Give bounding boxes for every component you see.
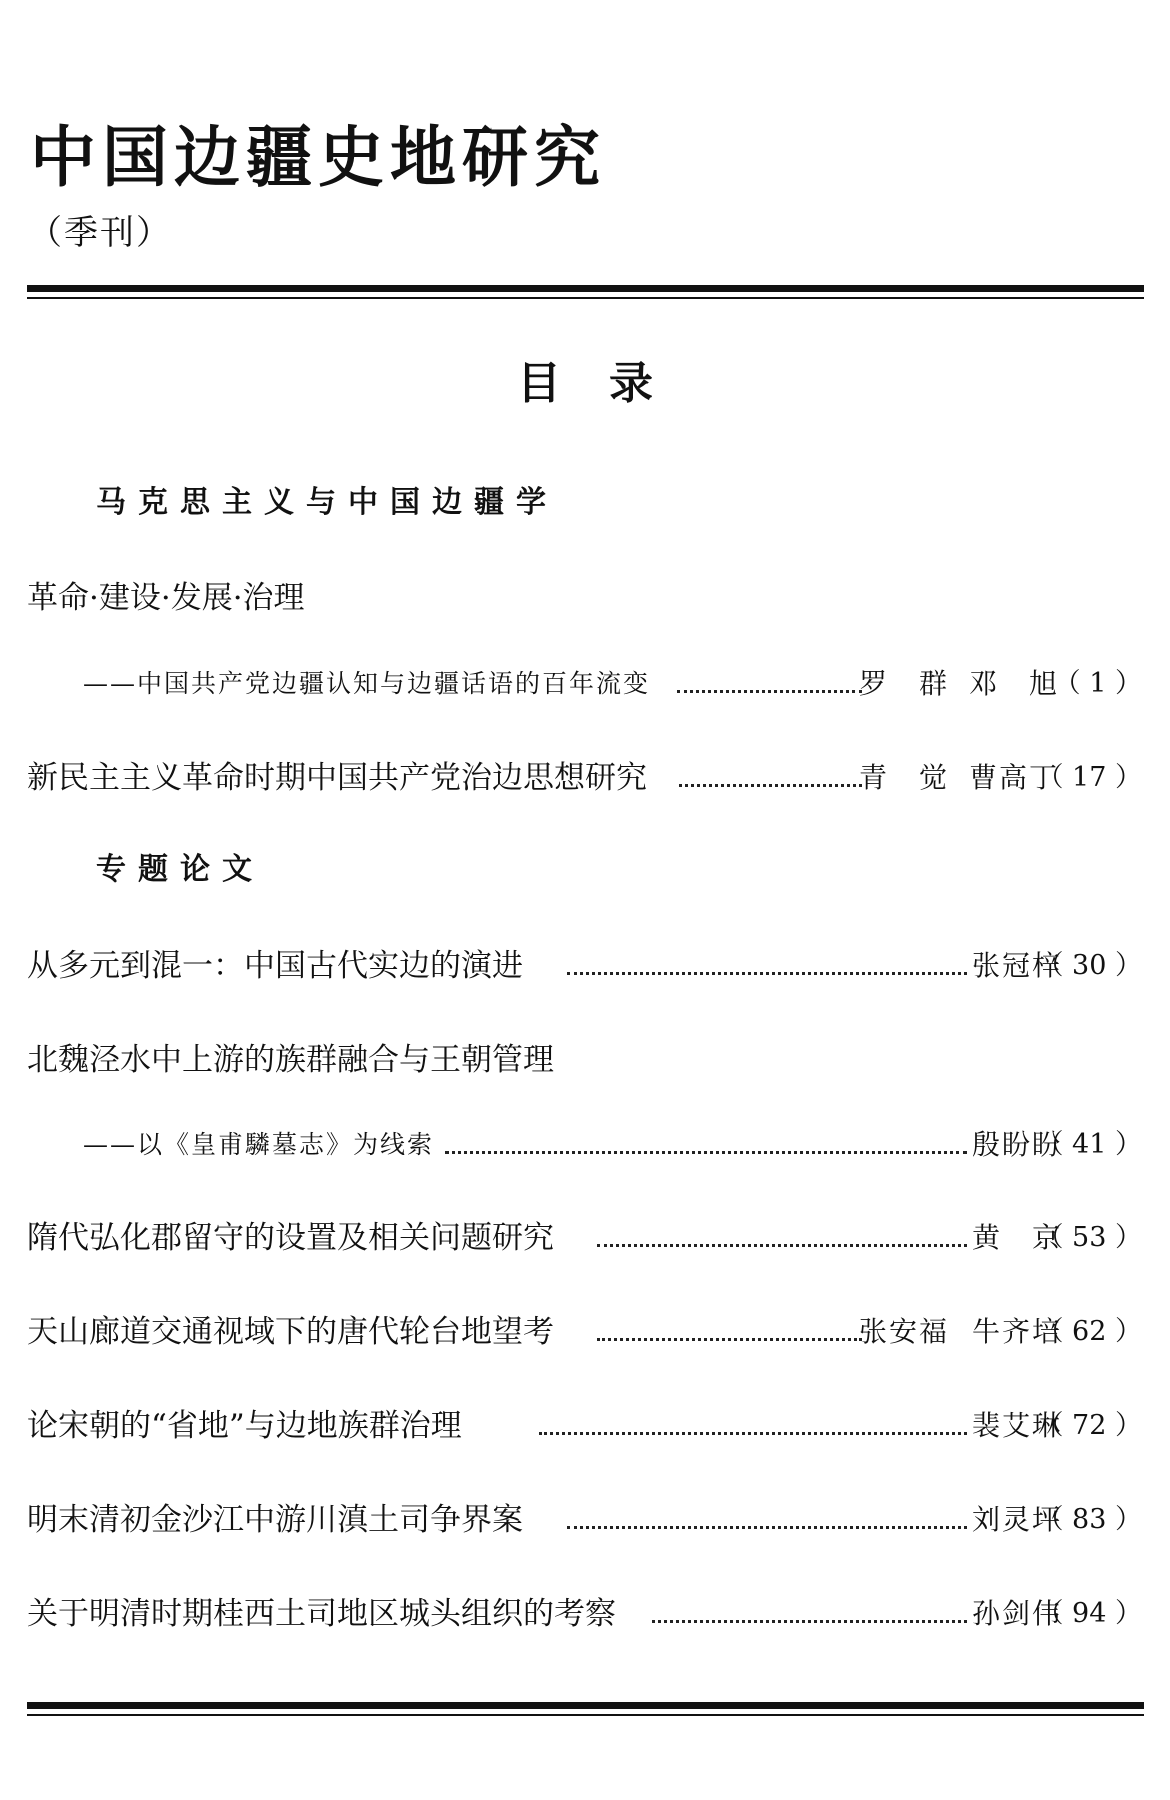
toc-entry[interactable] xyxy=(27,1496,1142,1544)
entry-page: （ 83 ） xyxy=(1036,1504,1142,1535)
entry-subtitle: ——以《皇甫驎墓志》为线索 xyxy=(83,1130,435,1159)
toc-entry[interactable] xyxy=(27,754,1142,802)
entry-title: 从多元到混一：中国古代实边的演进 xyxy=(27,948,523,984)
dot-leader xyxy=(567,972,967,975)
journal-frequency: （季刊） xyxy=(28,213,172,253)
entry-page: （ 30 ） xyxy=(1036,950,1142,981)
dot-leader xyxy=(597,1338,862,1341)
dot-leader xyxy=(445,1151,967,1154)
dot-leader xyxy=(652,1620,967,1623)
toc-entry[interactable] xyxy=(27,1590,1142,1638)
toc-entry[interactable] xyxy=(27,942,1142,990)
toc-entry[interactable] xyxy=(27,1402,1142,1450)
toc-heading: 目录 xyxy=(517,358,701,409)
toc-entry-subtitle-row[interactable] xyxy=(27,1121,1142,1169)
header-divider-thick xyxy=(27,285,1144,292)
entry-title: 革命·建设·发展·治理 xyxy=(27,580,305,616)
entry-author: 孙剑伟 xyxy=(972,1597,1063,1630)
entry-author: 张冠梓 xyxy=(972,949,1063,982)
entry-title: 新民主主义革命时期中国共产党治边思想研究 xyxy=(27,760,647,796)
entry-title: 关于明清时期桂西土司地区城头组织的考察 xyxy=(27,1596,616,1632)
footer-divider-thin xyxy=(27,1714,1144,1716)
section-heading-marxism: 马克思主义与中国边疆学 xyxy=(96,485,558,520)
entry-author: 黄 京 xyxy=(972,1221,1063,1254)
entry-page: （ 62 ） xyxy=(1036,1316,1142,1347)
toc-entry[interactable] xyxy=(27,574,1142,622)
entry-author: 裴艾琳 xyxy=(972,1409,1063,1442)
entry-author: 张安福 xyxy=(859,1315,950,1348)
entry-page: （ 72 ） xyxy=(1036,1410,1142,1441)
entry-title: 隋代弘化郡留守的设置及相关问题研究 xyxy=(27,1220,554,1256)
entry-page: （ 1 ） xyxy=(1053,668,1142,699)
header-divider-thin xyxy=(27,297,1144,299)
dot-leader xyxy=(679,784,862,787)
entry-author: 殷盼盼 xyxy=(972,1128,1063,1161)
footer-divider-thick xyxy=(27,1702,1144,1709)
dot-leader xyxy=(597,1244,967,1247)
toc-entry[interactable] xyxy=(27,1214,1142,1262)
toc-entry-subtitle-row[interactable] xyxy=(27,660,1142,708)
entry-author: 邓 旭 xyxy=(969,667,1060,700)
entry-page: （ 94 ） xyxy=(1036,1598,1142,1629)
dot-leader xyxy=(539,1432,967,1435)
entry-author: 曹高丁 xyxy=(969,761,1060,794)
entry-author: 青 觉 xyxy=(859,761,950,794)
toc-entry[interactable] xyxy=(27,1308,1142,1356)
section-heading-special-papers: 专题论文 xyxy=(96,852,264,887)
dot-leader xyxy=(677,690,862,693)
dot-leader xyxy=(567,1526,967,1529)
entry-title: 明末清初金沙江中游川滇土司争界案 xyxy=(27,1502,523,1538)
entry-title: 天山廊道交通视域下的唐代轮台地望考 xyxy=(27,1314,554,1350)
entry-page: （ 53 ） xyxy=(1036,1222,1142,1253)
entry-page: （ 41 ） xyxy=(1036,1129,1142,1160)
toc-entry[interactable] xyxy=(27,1036,1142,1084)
entry-title: 论宋朝的“省地”与边地族群治理 xyxy=(27,1408,462,1444)
journal-title: 中国边疆史地研究 xyxy=(30,119,606,196)
entry-page: （ 17 ） xyxy=(1036,762,1142,793)
entry-subtitle: ——中国共产党边疆认知与边疆话语的百年流变 xyxy=(83,669,651,698)
entry-author: 牛齐培 xyxy=(972,1315,1063,1348)
entry-title: 北魏泾水中上游的族群融合与王朝管理 xyxy=(27,1042,554,1078)
entry-author: 刘灵坪 xyxy=(972,1503,1063,1536)
entry-author: 罗 群 xyxy=(859,667,950,700)
